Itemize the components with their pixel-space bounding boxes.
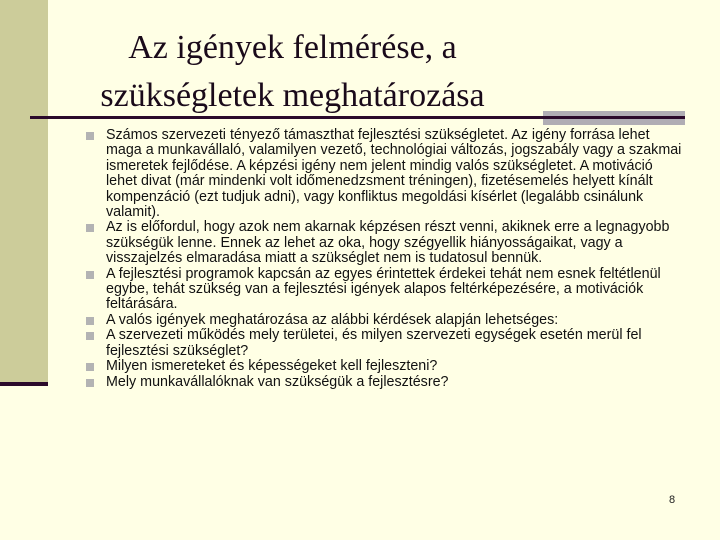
decorative-left-bar <box>0 0 48 382</box>
title-divider <box>30 116 685 119</box>
list-item: A fejlesztési programok kapcsán az egyes érintettek érdekei tehát nem esnek feltétlenül egybe, tehát szükség van a fejlesztési igények alapos feltérképezésére, a motivációk feltárására. <box>86 267 686 313</box>
square-bullet-icon <box>86 132 94 140</box>
list-item: Mely munkavállalóknak van szükségük a fejlesztésre? <box>86 375 686 390</box>
list-item: A valós igények meghatározása az alábbi kérdések alapján lehetséges: <box>86 313 686 328</box>
square-bullet-icon <box>86 317 94 325</box>
square-bullet-icon <box>86 271 94 279</box>
list-item: Számos szervezeti tényező támaszthat fejlesztési szükségletet. Az igény forrása lehet maga a munkavállaló, valamilyen vezető, technológiai változás, jogszabály vagy a szakmai ismeretek fejlődése. A képzési igény nem jelent mindig valós szükségletet. A motiváció lehet divat (már mindenki volt időmenedzsment tréningen), fizetésemelés helyett kínált kompenzáció (ezt tudjuk adni), vagy konfliktus megoldási kísérlet (legalább csinálunk valamit). <box>86 128 686 220</box>
list-item: Milyen ismereteket és képességeket kell fejleszteni? <box>86 359 686 374</box>
square-bullet-icon <box>86 224 94 232</box>
decorative-left-line <box>0 382 48 386</box>
square-bullet-icon <box>86 379 94 387</box>
square-bullet-icon <box>86 332 94 340</box>
bullet-list <box>86 128 686 390</box>
square-bullet-icon <box>86 363 94 371</box>
page-number: 8 <box>669 494 676 506</box>
list-item: Az is előfordul, hogy azok nem akarnak képzésen részt venni, akiknek erre a legnagyobb szükségük lenne. Ennek az lehet az oka, hogy szégyellik hiányosságaikat, vagy a visszajelzés elmaradása miatt a szükséglet nem is tudatosul bennük. <box>86 220 686 266</box>
list-item: A szervezeti működés mely területei, és milyen szervezeti egységek esetén merül fel fejlesztési szükséglet? <box>86 328 686 359</box>
slide-title: Az igények felmérése, a szükségletek meghatározása <box>100 29 485 114</box>
